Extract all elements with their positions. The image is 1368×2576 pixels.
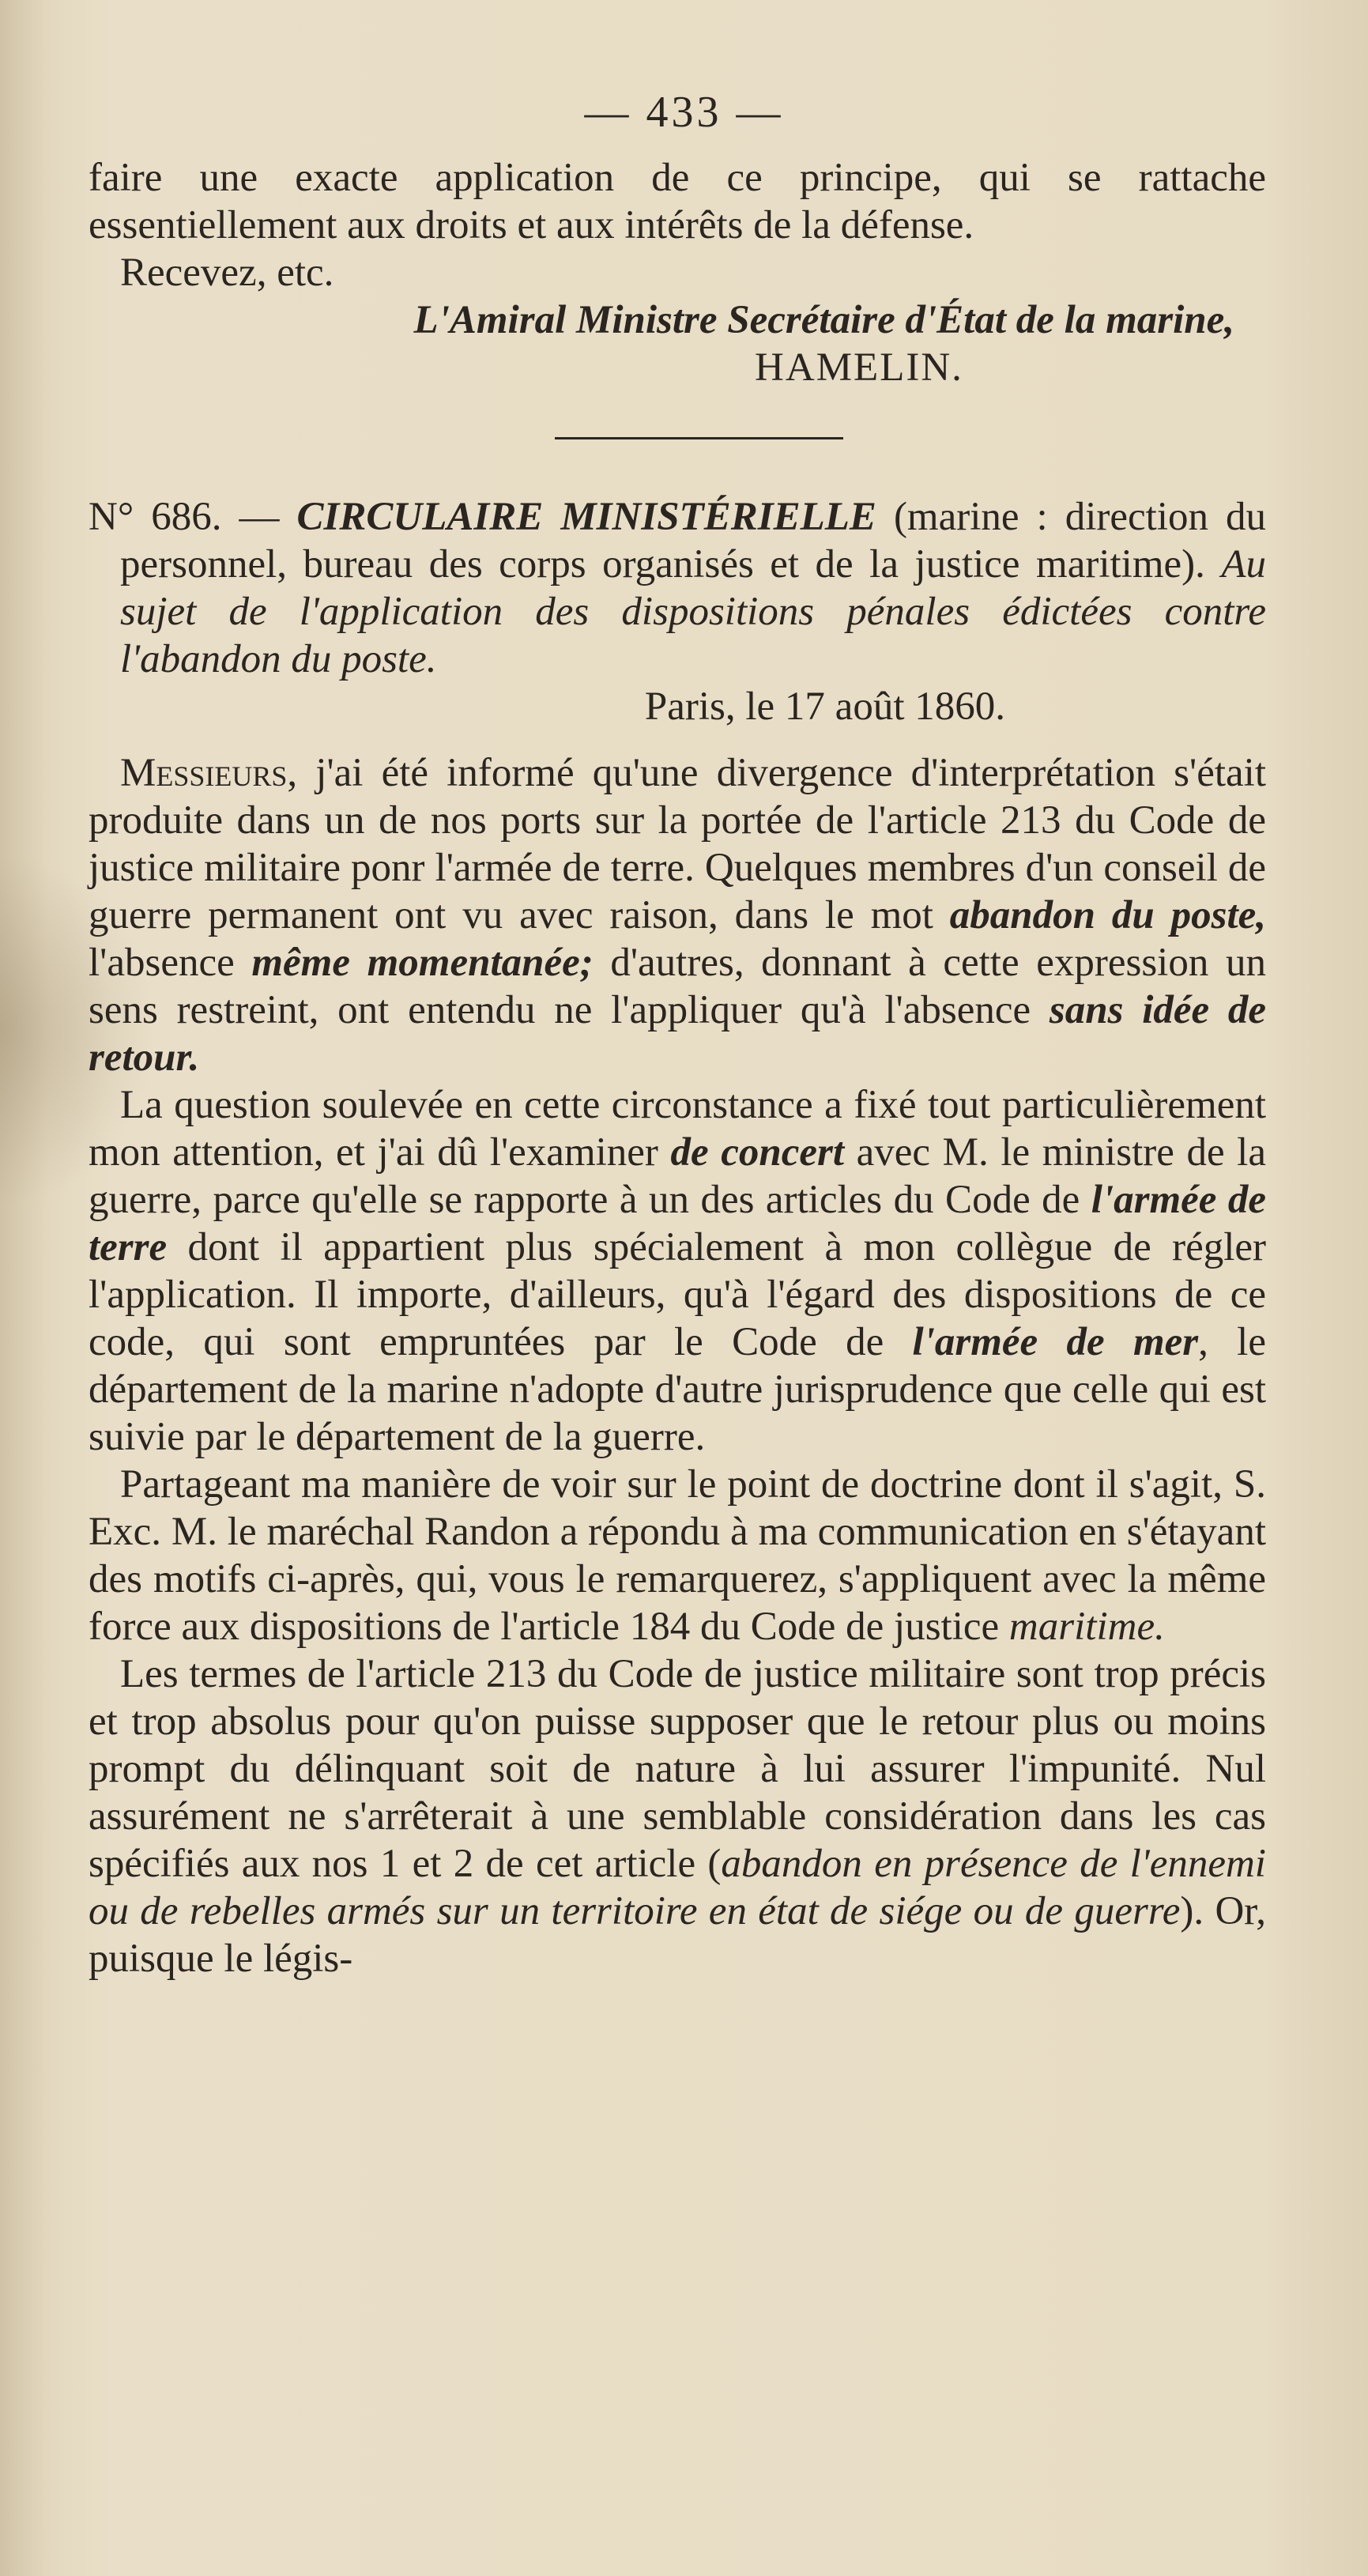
circular-date: Paris, le 17 août 1860. bbox=[644, 685, 1005, 729]
paragraph-1-text-c: d'autres, donnant à cette expression un sens restreint, ont entendu ne l'appliquer qu'à l'absence bbox=[89, 941, 1266, 1032]
signature-name: HAMELIN. bbox=[755, 345, 963, 390]
page-number: — 433 — bbox=[584, 88, 784, 137]
paragraph-2-text-a: La question soulevée en cette circonstance a fixé tout particulièrement mon attention, et j'ai dû l'examiner bbox=[89, 1083, 1266, 1175]
emphasis-abandon-du-poste: abandon du poste, bbox=[949, 893, 1267, 937]
paragraph-4-text-a: Les termes de l'article 213 du Code de justice militaire sont trop précis et trop absolus pour qu'on puisse supposer que le retour plus ou moins prompt du délinquant soit de nature à lui assurer l'impunité. Nul assurément ne s'arrêterait à une semblable considération dans les cas spécifiés aux nos 1 et 2 de cet article ( bbox=[89, 1652, 1266, 1886]
emphasis-armee-de-terre: l'armée de terre bbox=[89, 1178, 1267, 1269]
paragraph-1 bbox=[89, 749, 1266, 1081]
paragraph-2-text-d: , le département de la marine n'adopte d'autre jurisprudence que celle qui est suivie par le département de la guerre. bbox=[89, 1320, 1266, 1459]
emphasis-sans-idee-de-retour: sans idée de retour. bbox=[89, 988, 1267, 1080]
page-body bbox=[89, 154, 1266, 1982]
signature-title: L'Amiral Ministre Secrétaire d'État de la marine, bbox=[413, 298, 1234, 342]
paragraph-2 bbox=[89, 1081, 1266, 1461]
paragraph-2-text-b: avec M. le ministre de la guerre, parce qu'elle se rapporte à un des articles du Code de bbox=[89, 1130, 1266, 1222]
continued-text: faire une exacte application de ce principe, qui se rattache essentiellement aux droits et aux intérêts de la défense. bbox=[89, 156, 1266, 247]
emphasis-de-concert: de concert bbox=[670, 1130, 845, 1175]
emphasis-armee-de-mer: l'armée de mer bbox=[912, 1320, 1199, 1364]
emphasis-meme-momentanee: même momentanée; bbox=[251, 941, 594, 985]
paragraph-1-text-b: l'absence bbox=[89, 941, 252, 985]
circular-subtitle: (marine : direction du personnel, bureau des corps organisés et de la justice maritime). bbox=[120, 495, 1267, 586]
paragraph-3-text-a: Partageant ma manière de voir sur le point de doctrine dont il s'agit, S. Exc. M. le maréchal Randon a répondu à ma communication en s'étayant des motifs ci-après, qui, vous le remarquerez, s'appliquent avec la même force aux dispositions de l'article 184 du Code de justice bbox=[89, 1462, 1266, 1649]
emphasis-maritime: maritime. bbox=[1008, 1605, 1165, 1649]
section-divider bbox=[555, 437, 843, 439]
circular-number: N° 686. — bbox=[89, 495, 280, 539]
paragraph-1-text-a: , j'ai été informé qu'une divergence d'interprétation s'était produite dans un de nos ports sur la portée de l'article 213 du Code de justice militaire ponr l'armée de terre. Quelques membres d'un conseil de guerre permanent ont vu avec raison, dans le mot bbox=[89, 751, 1266, 937]
paragraph-4-text-b: ). Or, puisque le légis- bbox=[89, 1889, 1266, 1981]
closing-formula: Recevez, etc. bbox=[120, 251, 334, 295]
emphasis-abandon-en-presence: abandon en présence de l'ennemi ou de rebelles armés sur un territoire en état de siége ou de guerre bbox=[89, 1842, 1266, 1933]
paragraph-3 bbox=[89, 1461, 1266, 1650]
circular-subject: Au sujet de l'application des dispositions pénales édictées contre l'abandon du poste. bbox=[120, 542, 1267, 681]
paragraph-4 bbox=[89, 1650, 1266, 1982]
circular-heading bbox=[89, 493, 1266, 683]
circular-title: CIRCULAIRE MINISTÉRIELLE bbox=[296, 495, 876, 539]
salutation: Messieurs bbox=[120, 751, 288, 795]
paragraph-2-text-c: dont il appartient plus spécialement à mon collègue de régler l'application. Il importe, d'ailleurs, qu'à l'égard des dispositions de ce code, qui sont empruntées par le Code de bbox=[89, 1225, 1266, 1364]
